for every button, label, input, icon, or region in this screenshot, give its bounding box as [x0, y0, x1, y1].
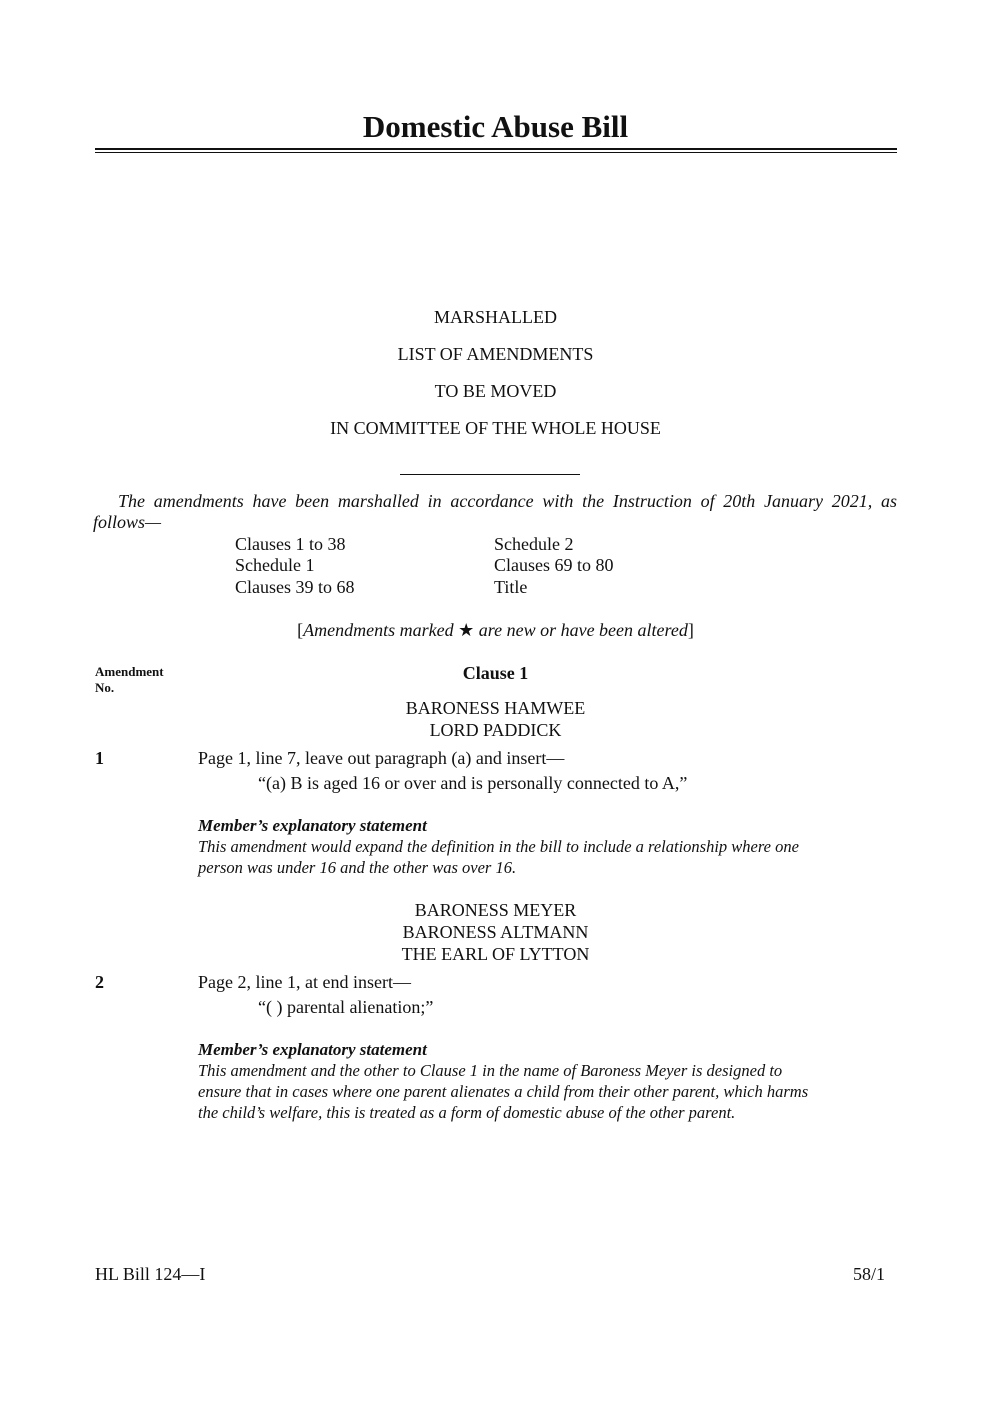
statement-line: This amendment and the other to Clause 1 in the name of Baroness Meyer is designed to: [198, 1061, 783, 1080]
statement-line: person was under 16 and the other was over 16.: [198, 858, 517, 877]
sponsor-name: LORD PADDICK: [429, 720, 562, 740]
amendment-instruction: Page 1, line 7, leave out paragraph (a) and insert—: [198, 748, 565, 768]
amendment-number: 2: [95, 972, 104, 992]
star-icon: ★: [458, 620, 475, 640]
footer-bill-number: HL Bill 124—I: [95, 1264, 206, 1284]
amendment-insert-text: “( ) parental alienation;”: [258, 997, 434, 1017]
order-item: Schedule 1: [235, 555, 315, 575]
intro-line-2: follows—: [93, 512, 162, 532]
heading-line: IN COMMITTEE OF THE WHOLE HOUSE: [330, 418, 661, 438]
amendment-number: 1: [95, 748, 104, 768]
amendment-insert-text: “(a) B is aged 16 or over and is personally connected to A,”: [258, 773, 688, 793]
title-rule-top: [95, 148, 897, 150]
order-item: Clauses 69 to 80: [494, 555, 614, 575]
star-note-open: [: [297, 620, 304, 640]
order-item: Clauses 39 to 68: [235, 577, 355, 597]
sponsor-name: BARONESS ALTMANN: [402, 922, 589, 942]
star-note-pre: Amendments marked: [303, 620, 459, 640]
order-item: Title: [494, 577, 528, 597]
star-note: [0, 621, 991, 639]
statement-heading: Member’s explanatory statement: [198, 816, 427, 835]
order-item: Schedule 2: [494, 534, 574, 554]
statement-line: ensure that in cases where one parent alienates a child from their other parent, which harms: [198, 1082, 809, 1101]
amendment-no-label-1: Amendment: [95, 664, 164, 679]
sponsor-name: BARONESS HAMWEE: [405, 698, 586, 718]
statement-line: This amendment would expand the definition in the bill to include a relationship where one: [198, 837, 799, 856]
star-note-post: are new or have been altered: [474, 620, 688, 640]
heading-line: LIST OF AMENDMENTS: [397, 344, 594, 364]
heading-line: TO BE MOVED: [434, 381, 557, 401]
statement-heading: Member’s explanatory statement: [198, 1040, 427, 1059]
footer-page-ref: 58/1: [852, 1264, 885, 1284]
title-rule-bottom: [95, 152, 897, 153]
heading-line: MARSHALLED: [433, 307, 557, 327]
sponsor-name: THE EARL OF LYTTON: [401, 944, 590, 964]
amendment-no-label-2: No.: [95, 680, 115, 695]
star-note-close: ]: [687, 620, 694, 640]
separator-rule: [400, 474, 580, 475]
clause-heading: Clause 1: [462, 663, 529, 683]
intro-line-1: The amendments have been marshalled in accordance with the Instruction of 20th January 2021, as: [118, 491, 897, 511]
amendment-instruction: Page 2, line 1, at end insert—: [198, 972, 411, 992]
sponsor-name: BARONESS MEYER: [414, 900, 577, 920]
order-item: Clauses 1 to 38: [235, 534, 346, 554]
document-title: Domestic Abuse Bill: [362, 109, 629, 144]
statement-line: the child’s welfare, this is treated as a form of domestic abuse of the other parent.: [198, 1103, 736, 1122]
